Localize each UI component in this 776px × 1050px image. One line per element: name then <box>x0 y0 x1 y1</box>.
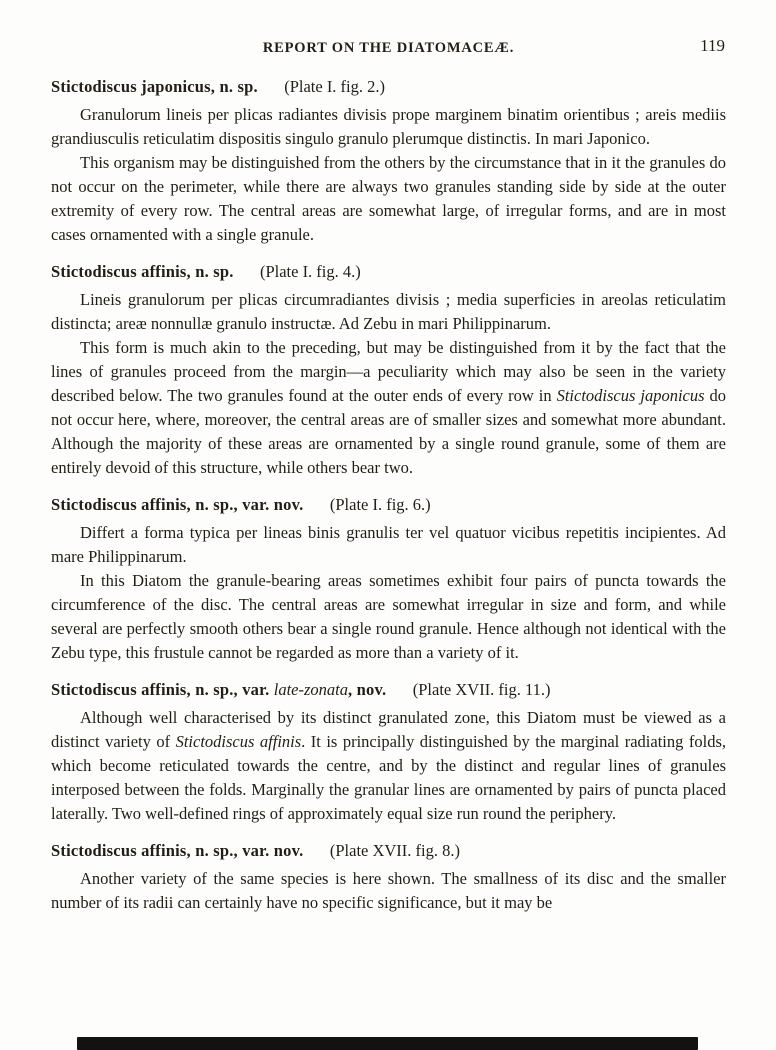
species-heading <box>51 75 726 99</box>
sections-container <box>51 75 726 915</box>
plate-reference: (Plate XVII. fig. 8.) <box>329 841 460 860</box>
plate-reference: (Plate I. fig. 6.) <box>329 495 431 514</box>
plate-reference: (Plate I. fig. 2.) <box>284 77 386 96</box>
species-name: Stictodiscus affinis, n. sp., var. <box>51 680 274 699</box>
description-paragraph <box>51 569 726 665</box>
plate-reference: (Plate I. fig. 4.) <box>259 262 361 281</box>
scan-artifact-bar <box>77 1037 698 1050</box>
species-name: Stictodiscus japonicus, n. sp. <box>51 77 258 96</box>
description-paragraph <box>51 867 726 915</box>
text-run: This form is much akin to the preceding, but may be distinguished from it by the fact that the lines of granules proceed from the margin—a peculiarity which may also be seen in the variety described below. The two granules found at the outer ends of every row in <box>51 338 726 405</box>
text-run: Although well characterised by its distinct granulated zone, this Diatom must be viewed as a distinct variety of <box>51 708 726 751</box>
page-header <box>51 36 726 62</box>
species-heading <box>51 260 726 284</box>
page-number: 119 <box>700 36 725 55</box>
latin-diagnosis-paragraph <box>51 288 726 336</box>
latin-diagnosis-paragraph <box>51 521 726 569</box>
text-run: Differt a forma typica per lineas binis granulis ter vel quatuor vicibus repetitis incipientes. Ad mare Philippinarum. <box>51 523 726 566</box>
text-run: In this Diatom the granule-bearing areas sometimes exhibit four pairs of puncta towards the circumference of the disc. The central areas are somewhat irregular in size and form, and while several are perfectly smooth others bear a single round granule. Hence although not identical with the Zebu type, this frustule cannot be regarded as more than a variety of it. <box>51 571 726 662</box>
text-run: Another variety of the same species is here shown. The smallness of its disc and the smaller number of its radii can certainly have no specific significance, but it may be <box>51 869 726 912</box>
species-name: , nov. <box>348 680 387 699</box>
text-run: This organism may be distinguished from the others by the circumstance that in it the granules do not occur on the perimeter, while there are always two granules standing side by side at the outer extremity of every row. The central areas are somewhat large, of irregular forms, and are in most cases ornamented with a single granule. <box>51 153 726 244</box>
species-heading <box>51 839 726 863</box>
species-name-inline: late-zonata <box>273 680 349 699</box>
latin-diagnosis-paragraph <box>51 103 726 151</box>
species-section <box>51 493 726 665</box>
text-run: . It is principally distinguished by the marginal radiating folds, which become reticulated towards the centre, and by the distinct and regular lines of granules interposed between the folds. Marginally the granular lines are ornamented by pairs of puncta placed laterally. Two well-defined rings of approximately equal size run round the periphery. <box>51 732 726 823</box>
species-section <box>51 678 726 826</box>
species-heading <box>51 493 726 517</box>
text-run: Lineis granulorum per plicas circumradiantes divisis ; media superficies in areolas reticulatim distincta; areæ nonnullæ granulo instructæ. Ad Zebu in mari Philippinarum. <box>51 290 726 333</box>
species-name-inline: Stictodiscus affinis <box>175 732 302 751</box>
species-name: Stictodiscus affinis, n. sp., var. nov. <box>51 495 304 514</box>
text-run: do not occur here, where, moreover, the central areas are of smaller sizes and somewhat more abundant. Although the majority of these areas are ornamented by a single round granule, some of them are entirely devoid of this structure, while others bear two. <box>51 386 727 477</box>
plate-reference: (Plate XVII. fig. 11.) <box>412 680 551 699</box>
species-heading <box>51 678 726 702</box>
species-name-inline: Stictodiscus japonicus <box>556 386 705 405</box>
species-section <box>51 260 726 480</box>
description-paragraph <box>51 151 726 247</box>
species-name: Stictodiscus affinis, n. sp. <box>51 262 234 281</box>
species-section <box>51 75 726 247</box>
running-title: REPORT ON THE DIATOMACEÆ. <box>262 40 515 56</box>
species-name: Stictodiscus affinis, n. sp., var. nov. <box>51 841 304 860</box>
description-paragraph <box>51 336 726 480</box>
text-run: Granulorum lineis per plicas radiantes divisis prope marginem binatim orientibus ; areis mediis grandiusculis reticulatim dispositis singulo granulo plerumque distinctis. In mari Japonico. <box>51 105 726 148</box>
species-section <box>51 839 726 915</box>
description-paragraph <box>51 706 726 826</box>
